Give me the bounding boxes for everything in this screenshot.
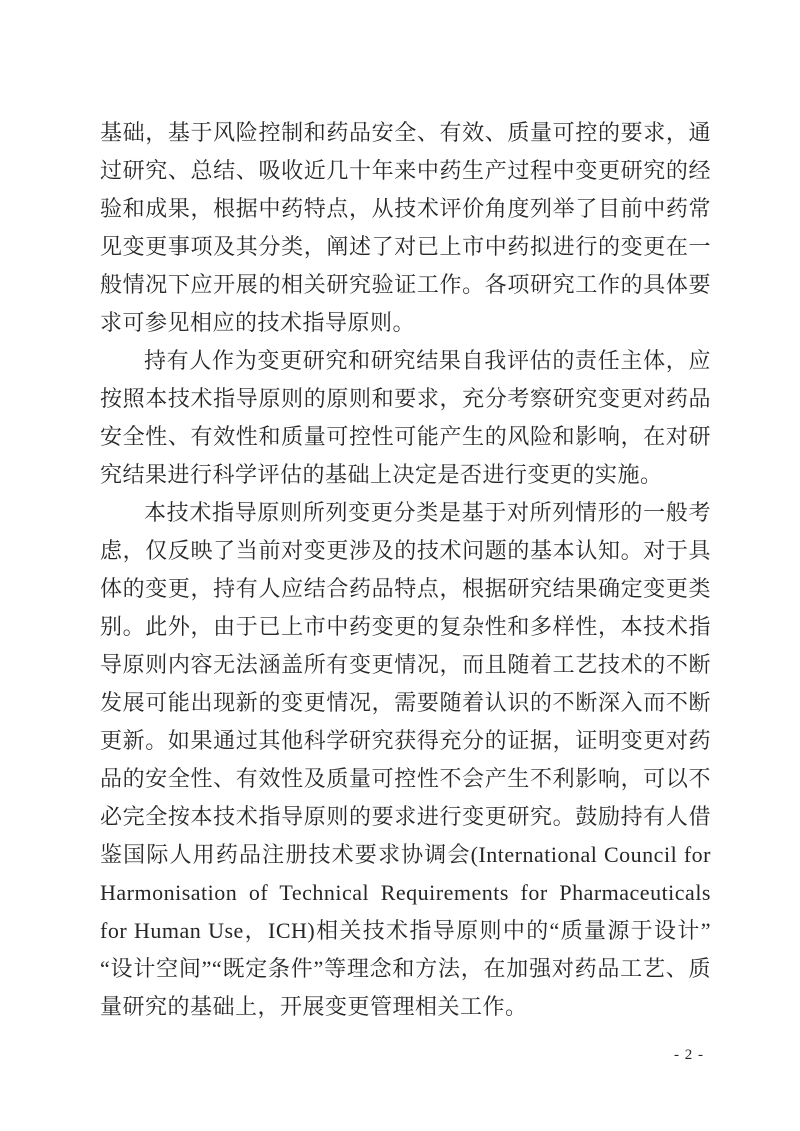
- paragraph-change-classification: 本技术指导原则所列变更分类是基于对所列情形的一般考虑，仅反映了当前对变更涉及的技术问题的基本认知。对于具体的变更，持有人应结合药品特点，根据研究结果确定变更类别。此外，由于已上市中药变更的复杂性和多样性，本技术指导原则内容无法涵盖所有变更情况，而且随着工艺技术的不断发展可能出现新的变更情况，需要随着认识的不断深入而不断更新。如果通过其他科学研究获得充分的证据，证明变更对药品的安全性、有效性及质量可控性不会产生不利影响，可以不必完全按本技术指导原则的要求进行变更研究。鼓励持有人借鉴国际人用药品注册技术要求协调会(International Council for Harmonisation of Technical Requirements for Pharmaceuticals for Human Use，ICH)相关技术指导原则中的“质量源于设计”“设计空间”“既定条件”等理念和方法，在加强对药品工艺、质量研究的基础上，开展变更管理相关工作。: [100, 500, 711, 1019]
- page-body-text: [100, 114, 711, 1026]
- paragraph-continuation: 基础，基于风险控制和药品安全、有效、质量可控的要求，通过研究、总结、吸收近几十年来中药生产过程中变更研究的经验和成果，根据中药特点，从技术评价角度列举了目前中药常见变更事项及其分类，阐述了对已上市中药拟进行的变更在一般情况下应开展的相关研究验证工作。各项研究工作的具体要求可参见相应的技术指导原则。: [100, 120, 711, 335]
- page-number: - 2 -: [674, 1047, 704, 1063]
- paragraph-holder-responsibility: 持有人作为变更研究和研究结果自我评估的责任主体，应按照本技术指导原则的原则和要求，充分考察研究变更对药品安全性、有效性和质量可控性可能产生的风险和影响，在对研究结果进行科学评估的基础上决定是否进行变更的实施。: [100, 348, 711, 487]
